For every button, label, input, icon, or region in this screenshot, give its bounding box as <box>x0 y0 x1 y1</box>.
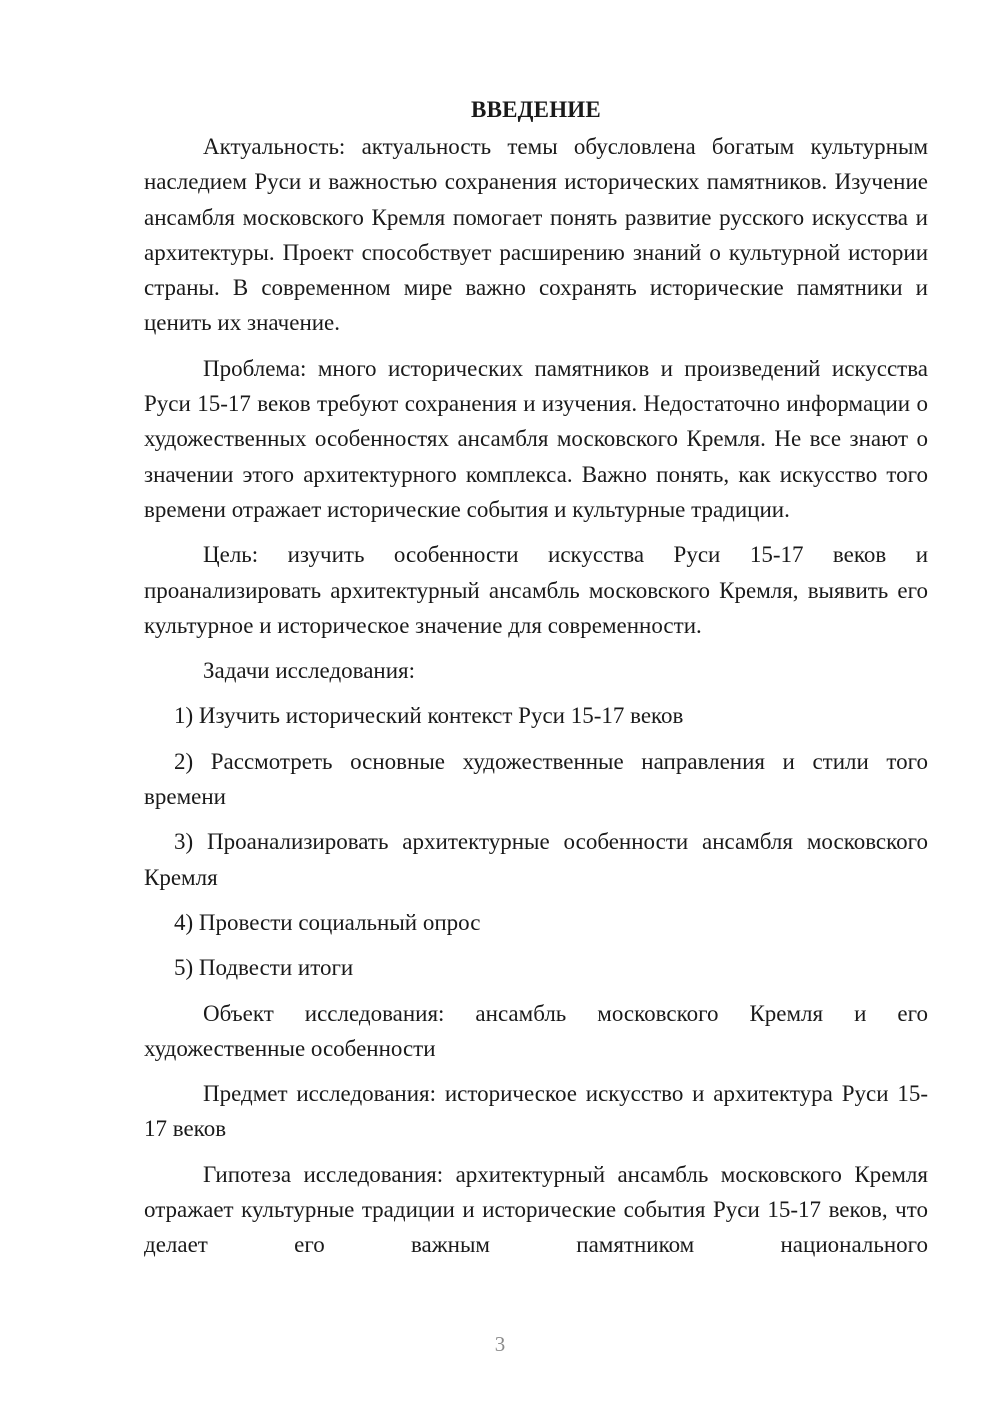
document-page <box>144 92 928 1263</box>
list-item: 4) Провести социальный опрос <box>174 909 481 935</box>
list-item: 2) Рассмотреть основные художественные направления и стили того времени <box>144 748 928 810</box>
tasks-list <box>144 698 928 985</box>
paragraph-relevance: Актуальность: актуальность темы обусловлена богатым культурным наследием Руси и важностью сохранения исторических памятников. Изучение ансамбля московского Кремля помогает понять развитие русского искусства и архитектуры. Проект способствует расширению знаний о культурной истории страны. В современном мире важно сохранять исторические памятники и ценить их значение. <box>144 134 928 336</box>
paragraph-problem: Проблема: много исторических памятников и произведений искусства Руси 15-17 веков требуют сохранения и изучения. Недостаточно информации о художественных особенностях ансамбля московского Кремля. Не все знают о значении этого архитектурного комплекса. Важно понять, как искусство того времени отражает исторические события и культурные традиции. <box>144 355 928 522</box>
page-number: 3 <box>494 1332 506 1356</box>
list-item: 3) Проанализировать архитектурные особенности ансамбля московского Кремля <box>144 829 928 890</box>
list-item: 5) Подвести итоги <box>174 955 354 981</box>
paragraph-subject: Предмет исследования: историческое искусство и архитектура Руси 15-17 веков <box>144 1081 928 1142</box>
list-item: 1) Изучить исторический контекст Руси 15-17 веков <box>174 703 684 729</box>
paragraph-object: Объект исследования: ансамбль московского Кремля и его художественные особенности <box>144 1000 928 1061</box>
paragraph-goal: Цель: изучить особенности искусства Руси 15-17 веков и проанализировать архитектурный ансамбль московского Кремля, выявить его культурное и историческое значение для современности. <box>144 542 928 638</box>
paragraph-hypothesis: Гипотеза исследования: архитектурный ансамбль московского Кремля отражает культурные традиции и исторические события Руси 15-17 веков, что делает его важным памятником национального <box>144 1161 928 1258</box>
paragraph-tasks-intro: Задачи исследования: <box>203 658 416 684</box>
section-heading: ВВЕДЕНИЕ <box>471 97 601 122</box>
